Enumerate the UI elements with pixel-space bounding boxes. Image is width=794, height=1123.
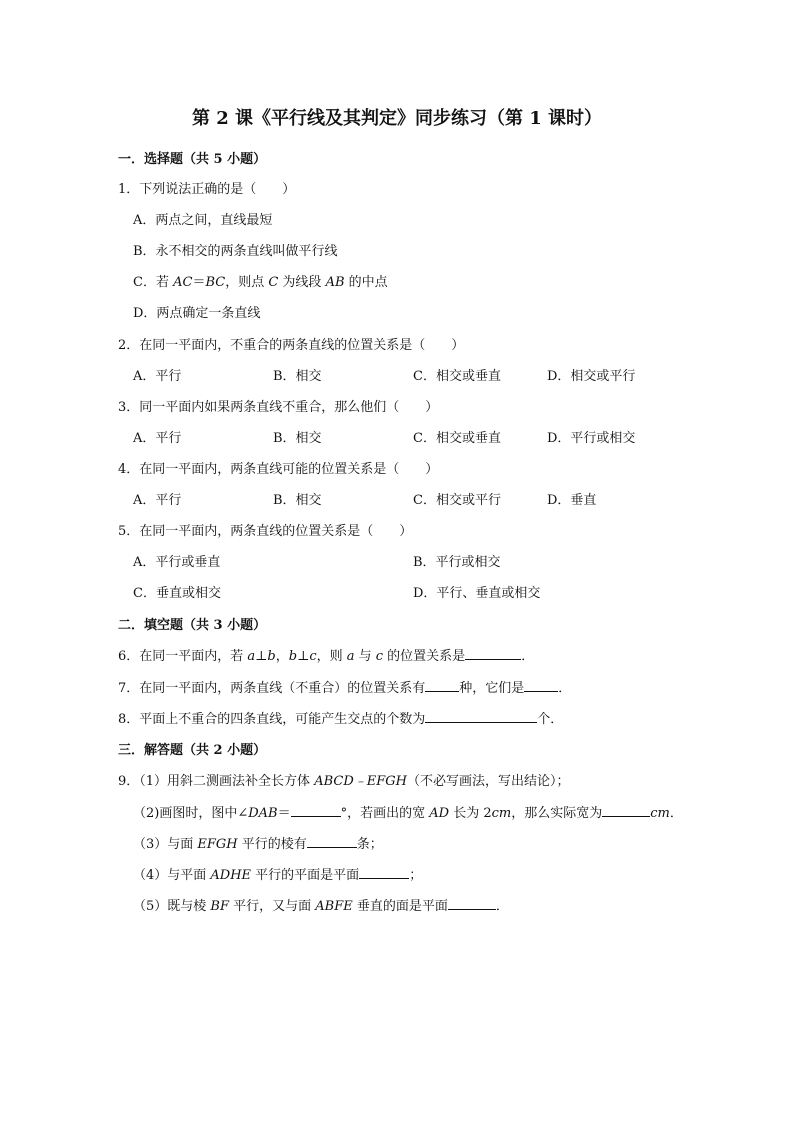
text: 9．（1）用斜二测画法补全长方体	[118, 774, 315, 789]
question-1-stem: 1．下列说法正确的是（ ）	[118, 182, 296, 197]
question-6	[118, 645, 534, 664]
question-2-option-b: B．相交	[273, 369, 322, 384]
text: ，则点	[225, 275, 269, 290]
section-heading-choice: 一．选择题（共 5 小题）	[118, 152, 267, 167]
question-9-part-2	[133, 802, 683, 821]
question-7	[118, 677, 571, 696]
answer-blank[interactable]	[359, 866, 409, 879]
question-5-stem: 5．在同一平面内，两条直线的位置关系是（ ）	[118, 524, 413, 539]
question-1-option-d: D．两点确定一条直线	[133, 306, 261, 321]
math-var: AC	[173, 275, 193, 290]
math-var: c	[309, 649, 317, 664]
text: 为线段	[278, 275, 326, 290]
text: 与	[354, 649, 376, 664]
text: 的位置关系是	[383, 649, 466, 664]
answer-blank[interactable]	[602, 804, 650, 817]
text: 平行的平面是平面	[251, 868, 360, 883]
text: 6．在同一平面内，若	[118, 649, 248, 664]
math-unit: cm	[650, 806, 670, 821]
answer-blank[interactable]	[524, 679, 558, 692]
question-2-option-d: D．相交或平行	[547, 369, 636, 384]
text: （3）与面	[133, 837, 198, 852]
question-5-option-a: A．平行或垂直	[133, 555, 221, 570]
text: 平行，又与面	[228, 899, 316, 914]
math-var: C	[268, 275, 279, 290]
math-var: BF	[210, 899, 229, 914]
question-3-option-a: A．平行	[133, 431, 182, 446]
text: ，则	[316, 649, 347, 664]
text: ．	[669, 806, 683, 821]
question-5-option-d: D．平行、垂直或相交	[413, 586, 541, 601]
math-var: a	[346, 649, 355, 664]
question-2-stem: 2．在同一平面内，不重合的两条直线的位置关系是（ ）	[118, 338, 465, 353]
question-2-option-c: C．相交或垂直	[413, 369, 501, 384]
math-var: EFGH	[197, 837, 238, 852]
question-9-part-5	[133, 895, 509, 914]
text: ，那么实际宽为	[511, 806, 603, 821]
text: ＝	[192, 275, 206, 290]
text: 种，它们是	[459, 681, 525, 696]
question-4-option-c: C．相交或平行	[413, 493, 501, 508]
text: 长为 2	[449, 806, 492, 821]
math-var: c	[375, 649, 384, 664]
text: 平行的棱有	[237, 837, 307, 852]
math-unit: cm	[491, 806, 512, 821]
question-9-part-4	[133, 864, 422, 883]
text: 8．平面上不重合的四条直线，可能产生交点的个数为	[118, 712, 426, 727]
question-3-stem: 3．同一平面内如果两条直线不重合，那么他们（ ）	[118, 400, 439, 415]
text: ；	[409, 868, 423, 883]
text: ＝	[277, 806, 291, 821]
question-1-option-c	[133, 271, 388, 290]
math-var: AD	[429, 806, 450, 821]
answer-blank[interactable]	[425, 679, 459, 692]
text: （5）既与棱	[133, 899, 211, 914]
question-4-option-a: A．平行	[133, 493, 182, 508]
question-3-option-c: C．相交或垂直	[413, 431, 501, 446]
text: （4）与平面	[133, 868, 211, 883]
text: ，	[275, 649, 289, 664]
perp-symbol: ⊥	[255, 649, 268, 664]
question-1-option-b: B．永不相交的两条直线叫做平行线	[133, 244, 338, 259]
math-var: DAB	[248, 806, 278, 821]
text: ．	[521, 649, 535, 664]
math-var: ABCD﹣EFGH	[314, 774, 407, 789]
question-5-option-b: B．平行或相交	[413, 555, 501, 570]
perp-symbol: ⊥	[297, 649, 310, 664]
section-heading-fill: 二．填空题（共 3 小题）	[118, 618, 267, 633]
math-var: BC	[205, 275, 226, 290]
question-4-option-b: B．相交	[273, 493, 322, 508]
text: 个．	[537, 712, 564, 727]
math-var: a	[247, 649, 256, 664]
text: （2)画图时，图中∠	[133, 806, 249, 821]
text: °，若画出的宽	[340, 806, 430, 821]
math-var: b	[267, 649, 276, 664]
question-2-option-a: A．平行	[133, 369, 182, 384]
text: 条；	[356, 837, 383, 852]
section-heading-answer: 三．解答题（共 2 小题）	[118, 743, 267, 758]
question-4-stem: 4．在同一平面内，两条直线可能的位置关系是（ ）	[118, 462, 439, 477]
math-var: b	[288, 649, 298, 664]
math-var: AB	[325, 275, 345, 290]
question-9-part-3	[133, 833, 383, 852]
text: ．	[495, 899, 509, 914]
math-var: ABFE	[315, 899, 353, 914]
question-3-option-d: D．平行或相交	[547, 431, 636, 446]
answer-blank[interactable]	[291, 804, 341, 817]
answer-blank[interactable]	[465, 647, 521, 660]
text: 垂直的面是平面	[352, 899, 448, 914]
answer-blank[interactable]	[307, 835, 357, 848]
text: ．	[558, 681, 572, 696]
text: 的中点	[344, 275, 388, 290]
math-var: ADHE	[210, 868, 252, 883]
answer-blank[interactable]	[425, 710, 537, 723]
answer-blank[interactable]	[448, 897, 496, 910]
text: （不必写画法，写出结论）；	[406, 774, 570, 789]
page-title: 第 2 课《平行线及其判定》同步练习（第 1 课时）	[191, 108, 603, 129]
text: 7．在同一平面内，两条直线（不重合）的位置关系有	[118, 681, 426, 696]
question-9-part-1	[118, 770, 570, 789]
question-3-option-b: B．相交	[273, 431, 322, 446]
question-1-option-a: A．两点之间，直线最短	[133, 213, 273, 228]
question-4-option-d: D．垂直	[547, 493, 597, 508]
text: C．若	[133, 275, 174, 290]
question-8	[118, 708, 563, 727]
question-5-option-c: C．垂直或相交	[133, 586, 221, 601]
